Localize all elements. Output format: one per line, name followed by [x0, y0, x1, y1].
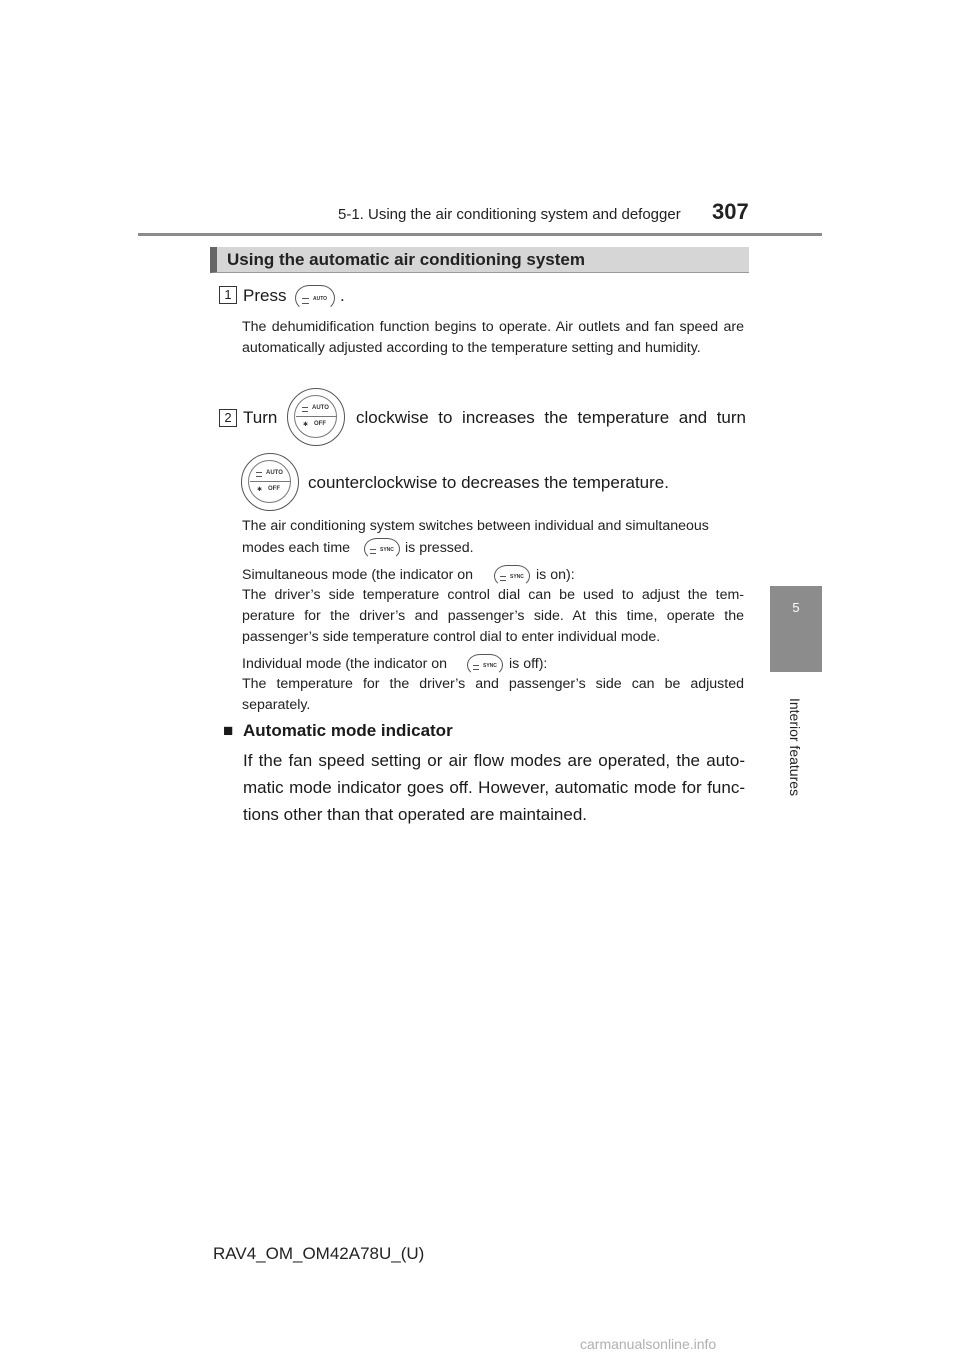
dial-bars-icon — [302, 407, 308, 412]
footer-code: RAV4_OM_OM42A78U_(U) — [213, 1244, 425, 1263]
switch-text-line2-a: modes each time — [242, 540, 351, 556]
header-rule — [138, 233, 822, 236]
watermark: carmanualsonline.info — [580, 1336, 717, 1352]
auto-button-label: AUTO — [313, 296, 328, 302]
simultaneous-description: The driver’s side temperature control dial can be used to adjust the tem-perature for the driver’s and passenger’s side. At this time, operate the passenger’s side temperature control dial to enter individual mode. — [242, 587, 744, 645]
section-heading-text: Using the automatic air conditioning system — [227, 250, 585, 269]
switch-text-line2-b: is pressed. — [405, 540, 474, 556]
dial-divider — [296, 416, 336, 417]
simultaneous-heading-a: Simultaneous mode (the indicator on — [242, 567, 474, 583]
step1-press-text: Press — [243, 286, 287, 305]
step-marker-2: 2 — [219, 409, 237, 427]
sync-button-icon-3 — [467, 654, 503, 676]
note-title: Automatic mode indicator — [243, 721, 453, 740]
temperature-dial-icon-2 — [241, 453, 299, 511]
step2-counterclockwise-text: counterclockwise to decreases the temperature. — [308, 473, 669, 492]
section-heading — [210, 247, 749, 273]
dial-off-label: OFF — [314, 421, 326, 427]
side-tab-label-box — [752, 672, 838, 822]
note-body: If the fan speed setting or air flow modes are operated, the auto-matic mode indicator goes off. However, automatic mode for func-tions other than that operated are maintained. — [243, 751, 745, 824]
temperature-dial-icon — [287, 388, 345, 446]
sync-button-label-2: SYNC — [510, 574, 524, 580]
button-bars-icon — [302, 298, 309, 304]
note-bullet-icon: ■ — [223, 721, 234, 740]
button-bars-icon — [500, 576, 506, 581]
button-bars-icon — [370, 549, 376, 554]
dial-bars-icon-2 — [256, 472, 262, 477]
side-tab — [770, 586, 822, 672]
simultaneous-heading-b: is on): — [536, 567, 575, 583]
side-tab-label: Interior features — [787, 697, 803, 797]
dial-auto-label-2: AUTO — [266, 470, 283, 476]
dial-auto-label: AUTO — [312, 405, 329, 411]
sync-button-label: SYNC — [380, 547, 394, 553]
dial-divider-2 — [250, 481, 290, 482]
step2-clockwise-text: clockwise to increases the temperature and turn — [356, 408, 746, 427]
step1-period: . — [340, 286, 345, 305]
button-bars-icon — [473, 665, 479, 670]
switch-text-line1: The air conditioning system switches between individual and simultaneous — [242, 518, 709, 534]
page-number: 307 — [712, 199, 749, 224]
dial-off-label-2: OFF — [268, 486, 280, 492]
fan-icon: ✱ — [303, 422, 309, 428]
step-marker-1: 1 — [219, 286, 237, 304]
sync-button-label-3: SYNC — [483, 663, 497, 669]
auto-button-icon — [295, 285, 335, 311]
individual-heading-b: is off): — [509, 656, 548, 672]
fan-icon-2: ✱ — [257, 487, 263, 493]
sync-button-icon-2 — [494, 565, 530, 587]
step1-description: The dehumidification function begins to operate. Air outlets and fan speed are automatically adjusted according to the temperature setting and humidity. — [242, 319, 744, 356]
individual-heading-a: Individual mode (the indicator on — [242, 656, 448, 672]
step2-turn-text: Turn — [243, 408, 278, 427]
individual-description: The temperature for the driver’s and passenger’s side can be adjusted separately. — [242, 676, 744, 713]
sync-button-icon — [364, 538, 400, 560]
side-tab-number: 5 — [792, 600, 800, 615]
header-title: 5-1. Using the air conditioning system and defogger — [338, 206, 681, 223]
